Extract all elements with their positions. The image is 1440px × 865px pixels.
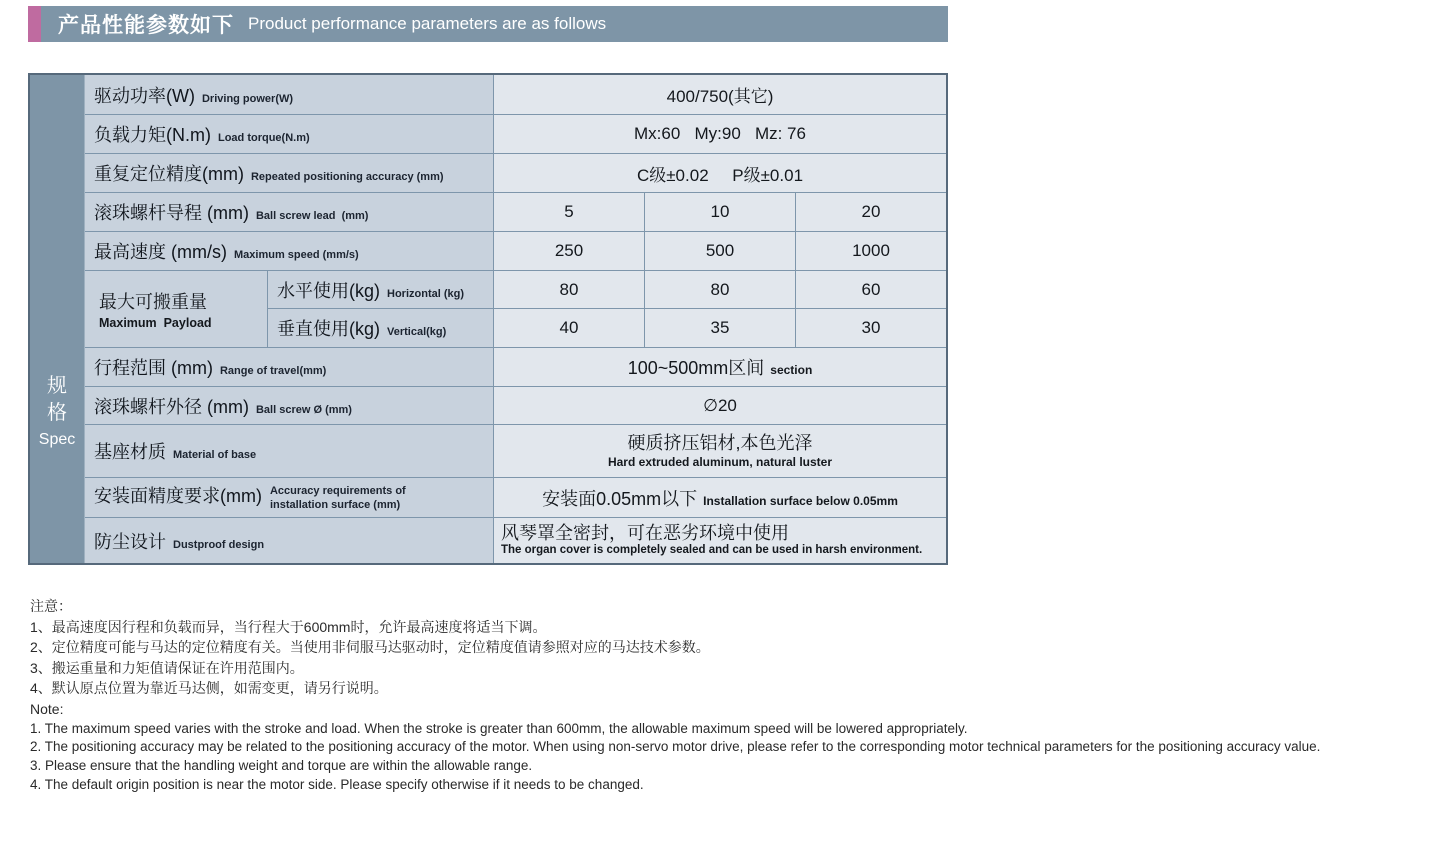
notes-zh-item-3: 3、搬运重量和力矩值请保证在许用范围内。 — [30, 659, 304, 676]
ball-screw-od-zh: 滚珠螺杆外径 (mm) — [94, 396, 249, 417]
row-install-accuracy-label — [85, 478, 494, 518]
row-max-speed-label — [85, 232, 494, 271]
install-accuracy-value-zh: 安装面0.05mm以下 — [542, 488, 698, 509]
row-vertical-label — [268, 309, 494, 348]
base-material-value-en: Hard extruded aluminum, natural luster — [607, 454, 833, 469]
sidebar-char-1: 规 — [47, 375, 67, 397]
ball-screw-lead-zh: 滚珠螺杆导程 (mm) — [94, 203, 249, 223]
notes-zh-item-2: 2、定位精度可能与马达的定位精度有关。当使用非伺服马达驱动时，定位精度值请参照对应的马达技术参数。 — [30, 639, 710, 656]
spec-table — [28, 73, 948, 565]
row-base-material-value — [494, 425, 946, 478]
row-load-torque-label — [85, 115, 494, 154]
banner-title-zh: 产品性能参数如下 — [58, 14, 234, 37]
install-accuracy-value-en: Installation surface below 0.05mm — [703, 493, 898, 508]
row-install-accuracy-value — [494, 478, 946, 518]
row-ball-screw-od-value: ∅20 — [494, 387, 946, 425]
notes-zh-title: 注意： — [30, 598, 72, 614]
banner-accent-stripe — [28, 6, 41, 42]
vertical-v2: 35 — [645, 309, 796, 348]
section-banner — [28, 6, 948, 42]
row-repeat-accuracy-label — [85, 154, 494, 193]
max-payload-en: Maximum Payload — [99, 316, 212, 330]
travel-range-value-en: section — [770, 363, 813, 377]
row-travel-range-value — [494, 348, 946, 387]
vertical-v3: 30 — [796, 309, 946, 348]
notes-section — [30, 596, 1410, 795]
max-speed-v1: 250 — [494, 232, 645, 271]
horizontal-v1: 80 — [494, 271, 645, 309]
repeat-accuracy-zh: 重复定位精度(mm) — [94, 164, 244, 184]
vertical-en: Vertical(kg) — [387, 326, 447, 338]
row-load-torque-value: Mx:60 My:90 Mz: 76 — [494, 115, 946, 154]
max-payload-zh: 最大可搬重量 — [99, 292, 207, 312]
dustproof-zh: 防尘设计 — [94, 531, 166, 552]
load-torque-en: Load torque(N.m) — [217, 132, 310, 144]
row-base-material-label — [85, 425, 494, 478]
notes-en-item-1: 1. The maximum speed varies with the stroke and load. When the stroke is greater than 600mm, the allowable maximum speed will be lowered appropriately. — [30, 720, 968, 736]
row-dustproof-value — [494, 518, 946, 563]
horizontal-en: Horizontal (kg) — [387, 287, 464, 300]
dustproof-value-zh: 风琴罩全密封，可在恶劣环境中使用 — [501, 522, 789, 543]
notes-en-title: Note: — [30, 700, 64, 717]
base-material-zh: 基座材质 — [94, 442, 166, 462]
notes-en-item-2: 2. The positioning accuracy may be related to the positioning accuracy of the motor. When using non-servo motor drive, please refer to the corresponding motor technical parameters for the positioning accuracy value. — [30, 739, 1321, 755]
banner-title-en: Product performance parameters are as follows — [248, 14, 607, 33]
notes-zh-item-4: 4、默认原点位置为靠近马达侧，如需变更，请另行说明。 — [30, 680, 388, 697]
vertical-v1: 40 — [494, 309, 645, 348]
travel-range-zh: 行程范围 (mm) — [94, 358, 213, 378]
horizontal-v2: 80 — [645, 271, 796, 309]
max-speed-en: Maximum speed (mm/s) — [233, 249, 359, 261]
max-speed-v3: 1000 — [796, 232, 946, 271]
ball-screw-lead-v3: 20 — [796, 193, 946, 232]
notes-en-item-3: 3. Please ensure that the handling weight and torque are within the allowable range. — [30, 758, 533, 774]
row-dustproof-label — [85, 518, 494, 563]
spec-sidebar — [30, 75, 85, 563]
row-driving-power-label — [85, 75, 494, 115]
row-ball-screw-lead-label — [85, 193, 494, 232]
row-horizontal-label — [268, 271, 494, 309]
row-travel-range-label — [85, 348, 494, 387]
ball-screw-lead-v1: 5 — [494, 193, 645, 232]
vertical-zh: 垂直使用(kg) — [277, 319, 380, 339]
dustproof-value-en: The organ cover is completely sealed and can be used in harsh environment. — [501, 544, 923, 557]
base-material-en: Material of base — [173, 449, 257, 461]
notes-en-item-4: 4. The default origin position is near the motor side. Please specify otherwise if it needs to be changed. — [30, 777, 644, 793]
max-speed-zh: 最高速度 (mm/s) — [94, 242, 227, 262]
ball-screw-lead-en: Ball screw lead (mm) — [255, 210, 369, 222]
driving-power-zh: 驱动功率(W) — [94, 85, 195, 106]
spec-grid — [85, 75, 946, 563]
install-accuracy-en — [270, 484, 406, 513]
ball-screw-lead-v2: 10 — [645, 193, 796, 232]
travel-range-value-zh: 100~500mm区间 — [627, 358, 765, 378]
notes-zh-item-1: 1、最高速度因行程和负载而异，当行程大于600mm时，允许最高速度将适当下调。 — [30, 618, 547, 635]
sidebar-spec-label: Spec — [38, 431, 76, 448]
row-max-payload-label — [85, 271, 268, 348]
driving-power-en: Driving power(W) — [201, 92, 294, 105]
repeat-accuracy-en: Repeated positioning accuracy (mm) — [250, 171, 444, 183]
sidebar-char-2: 格 — [47, 402, 67, 424]
horizontal-v3: 60 — [796, 271, 946, 309]
row-ball-screw-od-label — [85, 387, 494, 425]
travel-range-en: Range of travel(mm) — [219, 365, 327, 377]
ball-screw-od-en: Ball screw Ø (mm) — [255, 403, 352, 416]
install-accuracy-en-line2: installation surface (mm) — [269, 499, 401, 512]
install-accuracy-zh: 安装面精度要求(mm) — [94, 486, 262, 507]
horizontal-zh: 水平使用(kg) — [277, 280, 380, 301]
row-driving-power-value: 400/750(其它) — [494, 75, 946, 115]
row-repeat-accuracy-value: C级±0.02 P级±0.01 — [494, 154, 946, 193]
load-torque-zh: 负载力矩(N.m) — [94, 125, 211, 145]
max-speed-v2: 500 — [645, 232, 796, 271]
install-accuracy-en-line1: Accuracy requirements of — [269, 484, 406, 497]
base-material-value-zh: 硬质挤压铝材,本色光泽 — [627, 433, 813, 454]
dustproof-en: Dustproof design — [173, 538, 265, 551]
